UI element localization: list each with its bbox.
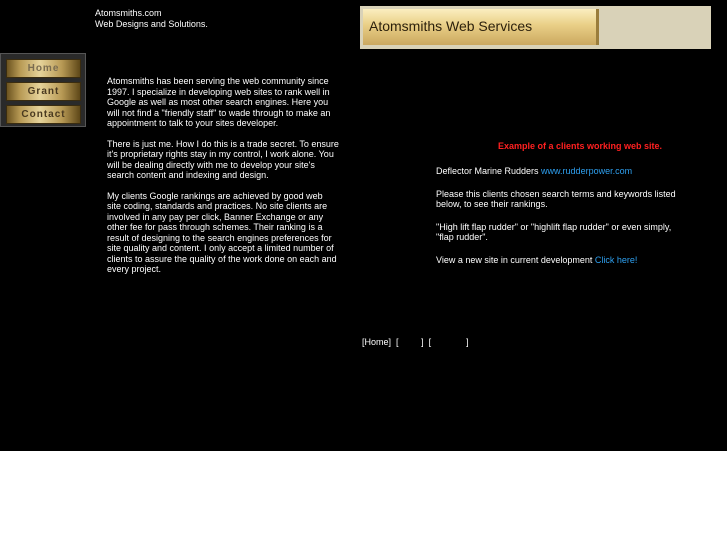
site-title: Atomsmiths.com [95, 8, 162, 18]
search-terms: "High lift flap rudder" or "highlift flap rudder" or even simply, "flap rudder". [436, 221, 672, 242]
site-tagline: Web Designs and Solutions. [95, 19, 208, 29]
banner-title: Atomsmiths Web Services [369, 18, 533, 34]
intro-text [107, 76, 339, 285]
example-heading: Example of a clients working web site. [498, 141, 663, 151]
client-name: Deflector Marine Rudders [436, 166, 542, 176]
nav-home-button[interactable]: Home [6, 59, 81, 78]
intro-paragraph-1: Atomsmiths has been serving the web community since 1997. I specialize in developing web sites to rank well in Google as well as most other search engines. Here you will not find a "friendly staff" to wade through to make an appointment to talk to your sites developer. [107, 76, 331, 128]
bottom-nav-bracket: [ [396, 337, 399, 347]
intro-paragraph-2: There is just me. How I do this is a trade secret. To ensure it's proprietary rights stay in my control, I work alone. You will be dealing directly with me to develop your site's search content and indexing and design. [107, 138, 339, 180]
client-site-link[interactable]: www.rudderpower.com [541, 166, 633, 176]
banner-plate [363, 9, 599, 45]
bottom-nav-bracket: [ [428, 337, 432, 347]
intro-paragraph-3: My clients Google rankings are achieved by good web site coding, standards and practices. No site clients are involved in any pay per click, Banner Exchange or any other fee for pass through schemes. Their ranking is a result of designing to the search engines preferences for site quality and content. I only accept a limited number of clients to assure the quality of the work done on each and every project. [107, 190, 337, 274]
new-site-line [436, 255, 676, 266]
bottom-nav-bracket: ] [421, 337, 424, 347]
new-site-link[interactable]: Click here! [594, 254, 638, 265]
client-example [436, 166, 676, 277]
header-banner [360, 6, 711, 49]
client-line [436, 166, 676, 177]
nav-contact-button[interactable]: Contact [6, 105, 81, 124]
bottom-nav [362, 337, 469, 348]
search-instruction: Please this clients chosen search terms and keywords listed below, to see their rankings. [436, 188, 676, 209]
nav-grant-button[interactable]: Grant [6, 82, 81, 101]
new-site-text: View a new site in current development [436, 254, 595, 265]
bottom-nav-bracket: ] [466, 337, 469, 347]
side-nav [0, 53, 86, 127]
bottom-nav-home-link[interactable]: [Home] [362, 337, 392, 347]
